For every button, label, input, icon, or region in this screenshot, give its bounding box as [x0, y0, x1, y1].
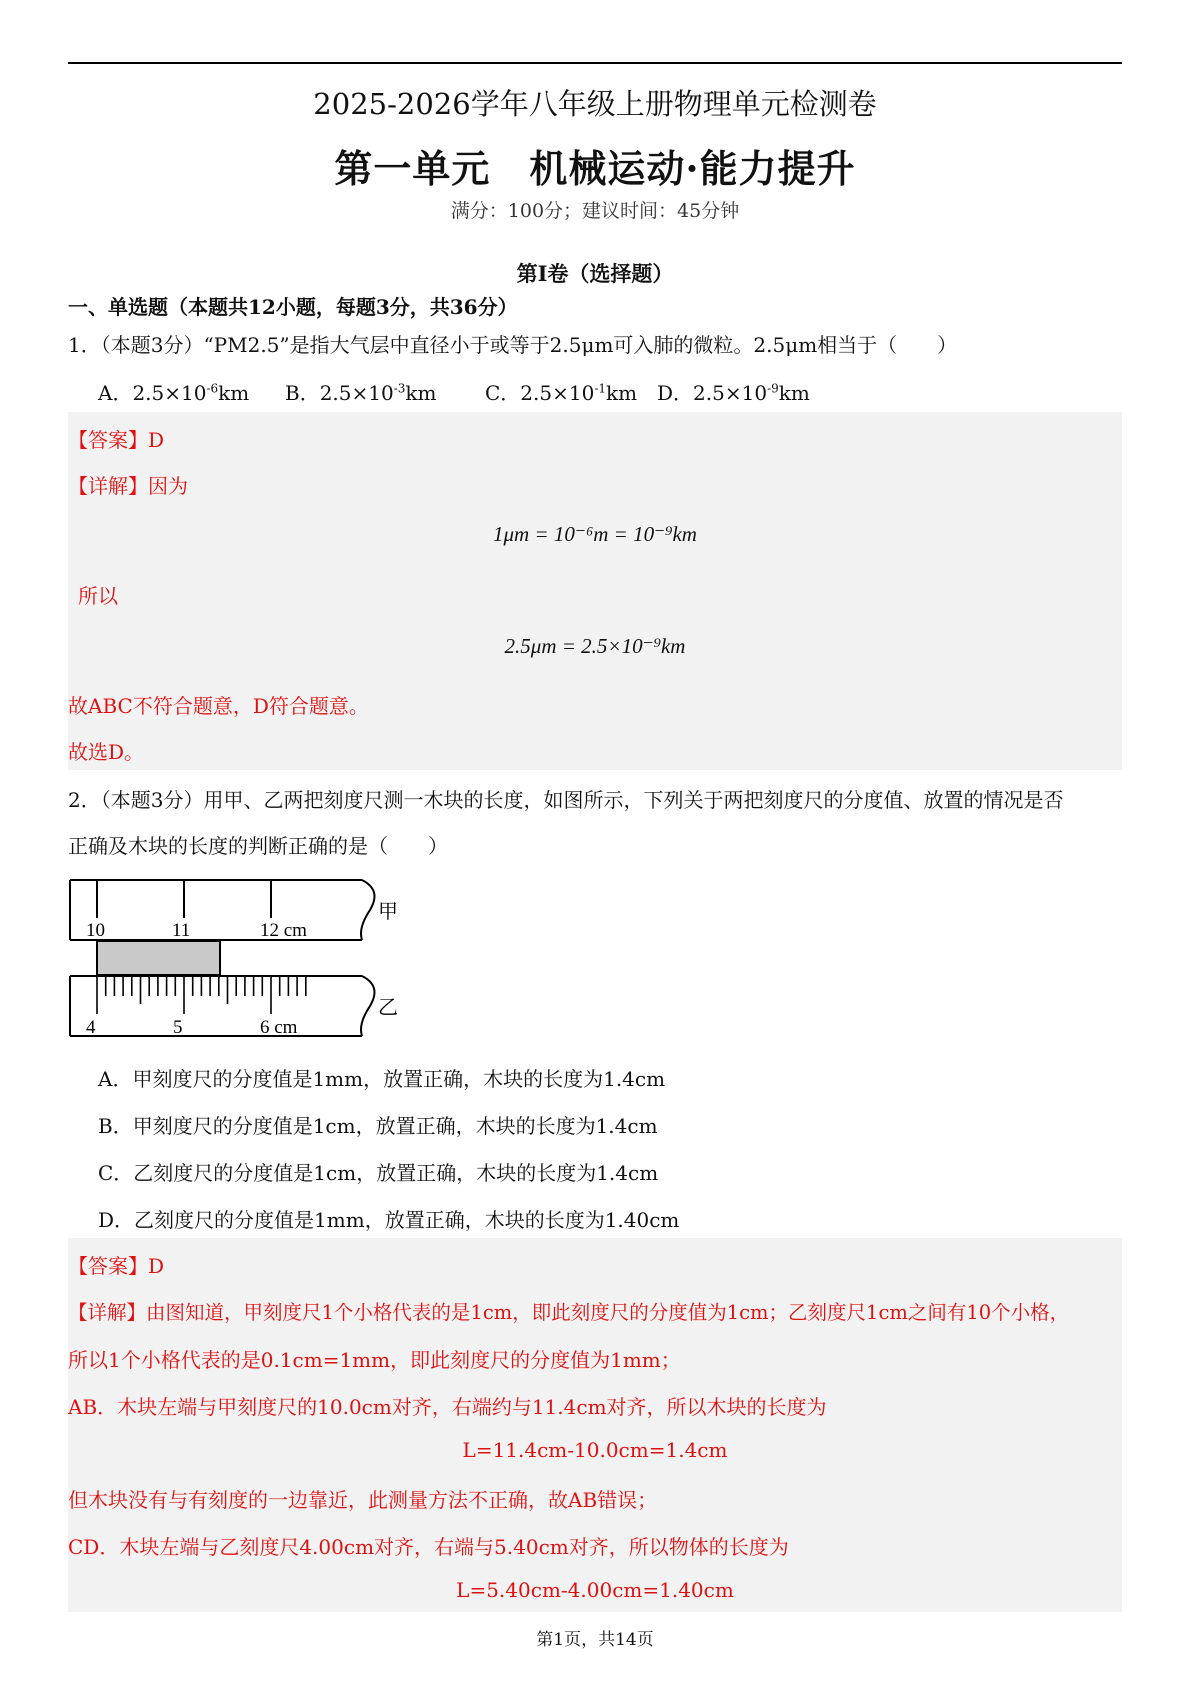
ruler-b-ticks: [97, 976, 306, 1014]
q1-answer: 【答案】D: [68, 428, 165, 452]
ruler-a-label-10: 10: [86, 920, 105, 941]
exam-title: 2025-2026学年八年级上册物理单元检测卷: [313, 87, 877, 121]
q1-stem: 1．（本题3分）“PM2.5”是指大气层中直径小于或等于2.5μm可入肺的微粒。2.5μm相当于（ ）: [68, 333, 958, 357]
q2-stem-line-2: 正确及木块的长度的判断正确的是（ ）: [68, 834, 448, 858]
unit-title: 第一单元 机械运动·能力提升: [334, 146, 856, 191]
q2-option-a: A．甲刻度尺的分度值是1mm，放置正确，木块的长度为1.4cm: [98, 1067, 666, 1091]
ruler-b: [70, 976, 398, 1038]
q2-option-b: B．甲刻度尺的分度值是1cm，放置正确，木块的长度为1.4cm: [98, 1114, 658, 1138]
q1-equation-1: 1μm = 10⁻⁶m = 10⁻⁹km: [493, 522, 697, 546]
q2-option-c: C．乙刻度尺的分度值是1cm，放置正确，木块的长度为1.4cm: [98, 1161, 659, 1185]
q2-equation-2: L=5.40cm-4.00cm=1.40cm: [456, 1578, 734, 1602]
section-heading: 一、单选题（本题共12小题，每题3分，共36分）: [68, 295, 518, 319]
exam-meta: 满分：100分；建议时间：45分钟: [450, 200, 740, 222]
wood-block: [97, 941, 220, 975]
ruler-b-label-4: 4: [86, 1017, 96, 1038]
page-footer: 第1页，共14页: [536, 1630, 654, 1650]
q1-option-b: B．$2.5\times 10^{-3}km$: [285, 381, 437, 405]
ruler-a-label-11: 11: [172, 920, 191, 941]
q2-detail-4: 但木块没有与有刻度的一边靠近，此测量方法不正确，故AB错误；: [68, 1488, 658, 1512]
ruler-figure: [60, 872, 420, 1042]
q1-option-d: D．$2.5\times 10^{-9}km$: [657, 381, 810, 405]
ruler-b-label-6: 6 cm: [260, 1017, 298, 1038]
q2-detail-5: CD．木块左端与乙刻度尺4.00cm对齐，右端与5.40cm对齐，所以物体的长度为: [68, 1535, 789, 1559]
q2-option-d: D．乙刻度尺的分度值是1mm，放置正确，木块的长度为1.40cm: [98, 1208, 680, 1232]
ruler-a-name: 甲: [378, 899, 398, 923]
ruler-a-label-12: 12 cm: [260, 920, 307, 941]
q2-detail-1: 【详解】由图知道，甲刻度尺1个小格代表的是1cm，即此刻度尺的分度值为1cm；乙刻度尺1cm之间有10个小格，: [68, 1301, 1070, 1324]
q1-option-a: A．$2.5\times 10^{-6}km$: [98, 381, 250, 405]
q2-detail-2: 所以1个小格代表的是0.1cm=1mm，即此刻度尺的分度值为1mm；: [68, 1348, 681, 1372]
ruler-a: [70, 880, 398, 941]
ruler-b-label-5: 5: [173, 1017, 183, 1038]
top-rule: [68, 62, 1122, 64]
q2-answer: 【答案】D: [68, 1254, 165, 1278]
q1-so: 所以: [78, 584, 118, 608]
q2-stem-line-1: 2．（本题3分）用甲、乙两把刻度尺测一木块的长度，如图所示，下列关于两把刻度尺的分度值、放置的情况是否: [68, 788, 1064, 812]
q2-equation-1: L=11.4cm-10.0cm=1.4cm: [462, 1438, 728, 1462]
ruler-b-name: 乙: [378, 995, 398, 1019]
q1-conclusion-1: 故ABC不符合题意，D符合题意。: [68, 694, 369, 718]
section-title: 第Ⅰ卷（选择题）: [516, 261, 674, 286]
q1-conclusion-2: 故选D。: [68, 740, 145, 764]
q2-detail-3: AB．木块左端与甲刻度尺的10.0cm对齐，右端约与11.4cm对齐，所以木块的长度为: [68, 1395, 827, 1419]
q1-option-c: C．$2.5\times 10^{-1}km$: [485, 381, 638, 405]
q1-equation-2: 2.5μm = 2.5×10⁻⁹km: [504, 634, 686, 658]
q1-detail-lead: 【详解】因为: [68, 474, 188, 498]
